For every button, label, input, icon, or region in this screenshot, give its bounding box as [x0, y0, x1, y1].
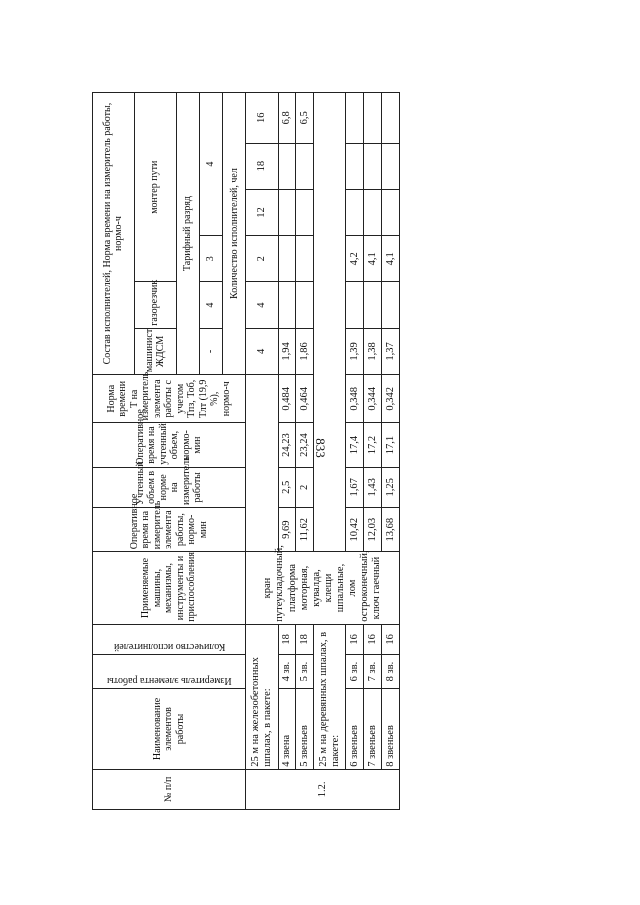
header-track-fitter: монтер пути [134, 93, 176, 282]
grade-gas-cutter: 4 [199, 282, 222, 328]
count-machinist: 4 [246, 328, 278, 374]
header-meter: Измеритель элемента работы [93, 654, 246, 688]
table-row: 8 звеньев 8 зв. 16 13,68 1,25 17,1 0,342 1,37 4,1 [382, 93, 400, 810]
header-name: Наименование элементов работы [93, 689, 246, 770]
table-row: 5 звеньев 5 зв. 18 11,62 2 23,24 0,464 1,86 6,5 [296, 93, 314, 810]
section-title: 25 м на деревянных шпалах, в пакете: [314, 624, 346, 769]
header-count: Количество исполнителей, чел [223, 93, 246, 375]
header-grade: Тарифный разряд [176, 93, 199, 375]
header-num: № п/п [93, 769, 246, 809]
count-18: 18 [246, 143, 278, 189]
section-title: 25 м на железобетонных шпалах, в пакете: [246, 624, 278, 769]
norm-table-rotated [92, 92, 400, 810]
header-staff: Состав исполнителей, Норма времени на измеритель работы, нормо-ч [93, 93, 135, 375]
row-number: 1.2. [246, 769, 400, 809]
header-op-time-volume: Оперативное время на учтенный объем, нормо-мин [93, 423, 246, 467]
table-row: 4 звена 4 зв. 18 9,69 2,5 24,23 0,484 1,94 6,8 [278, 93, 296, 810]
count-gas: 4 [246, 282, 278, 328]
count-16: 16 [246, 93, 278, 144]
count-12: 12 [246, 189, 278, 235]
table-row: 6 звеньев 6 зв. 16 10,42 1,67 17,4 0,348 1,39 4,2 [346, 93, 364, 810]
count-2: 2 [246, 236, 278, 282]
norm-table [92, 92, 400, 810]
header-gas-cutter: газорезчик [134, 282, 176, 328]
machines-cell: кран путеукладочный, платформа моторная, кувалда, клещи шпальные, лом остроконечный, ключ гаечный [246, 552, 400, 624]
header-op-time-meter: Оперативное время на измеритель элемента работы, нормо-мин [93, 507, 246, 551]
header-machinist: машинист ЖДСМ [134, 328, 176, 374]
header-norm-time: Норма времени T на измеритель элемента работы с учетом Тпз, Тоб, Тлт (19,9 %), нормо-ч [93, 375, 246, 423]
grade-fitter-4: 4 [199, 93, 222, 236]
header-daily-volume: Учтенный объем в норме на измеритель работы [93, 467, 246, 507]
table-row: 7 звеньев 7 зв. 16 12,03 1,43 17,2 0,344 1,38 4,1 [364, 93, 382, 810]
header-machines: Применяемые машины, механизмы, инструменты и приспособления [93, 552, 246, 624]
header-workers: Количество исполнителей [93, 624, 246, 654]
page-number: 833 [313, 438, 328, 458]
grade-fitter-3: 3 [199, 236, 222, 282]
grade-machinist: - [199, 328, 222, 374]
